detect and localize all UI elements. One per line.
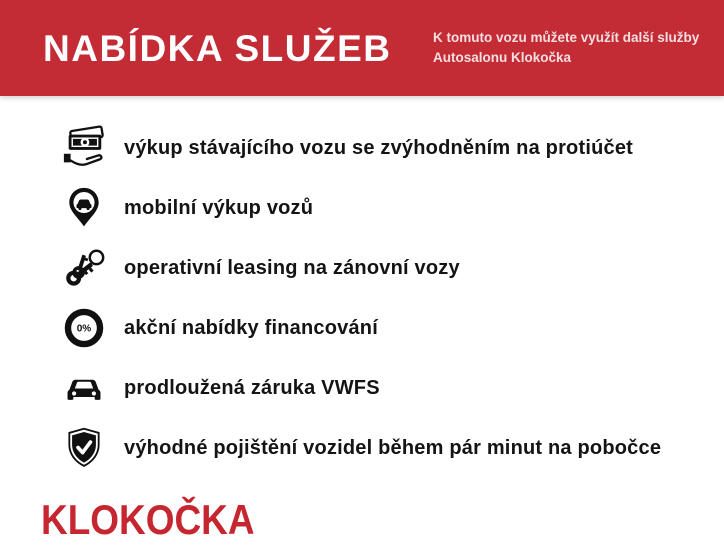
header-subtitle: [433, 28, 713, 67]
service-label: výkup stávajícího vozu se zvýhodněním na protiúčet: [124, 136, 634, 159]
header-subtitle-line2: Autosalonu Klokočka: [433, 49, 572, 65]
list-item: [60, 118, 680, 178]
car-icon: [60, 364, 108, 412]
car-keys-icon: [60, 244, 108, 292]
list-item: [60, 298, 680, 358]
service-label: operativní leasing na zánovní vozy: [124, 256, 460, 279]
header-banner: [0, 0, 724, 96]
service-label: prodloužená záruka VWFS: [124, 376, 380, 399]
zero-percent-icon: [60, 304, 108, 352]
header-subtitle-line1: K tomuto vozu můžete využít další služby: [433, 30, 700, 45]
service-label: akční nabídky financování: [124, 316, 378, 339]
cash-in-hand-icon: [60, 124, 108, 172]
service-label: mobilní výkup vozů: [124, 196, 314, 219]
list-item: [60, 238, 680, 298]
list-item: [60, 178, 680, 238]
page-title: NABÍDKA SLUŽEB: [43, 28, 392, 69]
list-item: [60, 418, 680, 478]
svg-text:0%: 0%: [76, 323, 92, 335]
shield-check-icon: [60, 424, 108, 472]
services-list: [60, 118, 680, 478]
klokocka-logo: KLOKOČKA: [41, 496, 255, 543]
service-label: výhodné pojištění vozidel během pár minut na pobočce: [124, 436, 662, 459]
list-item: [60, 358, 680, 418]
car-location-pin-icon: [60, 184, 108, 232]
